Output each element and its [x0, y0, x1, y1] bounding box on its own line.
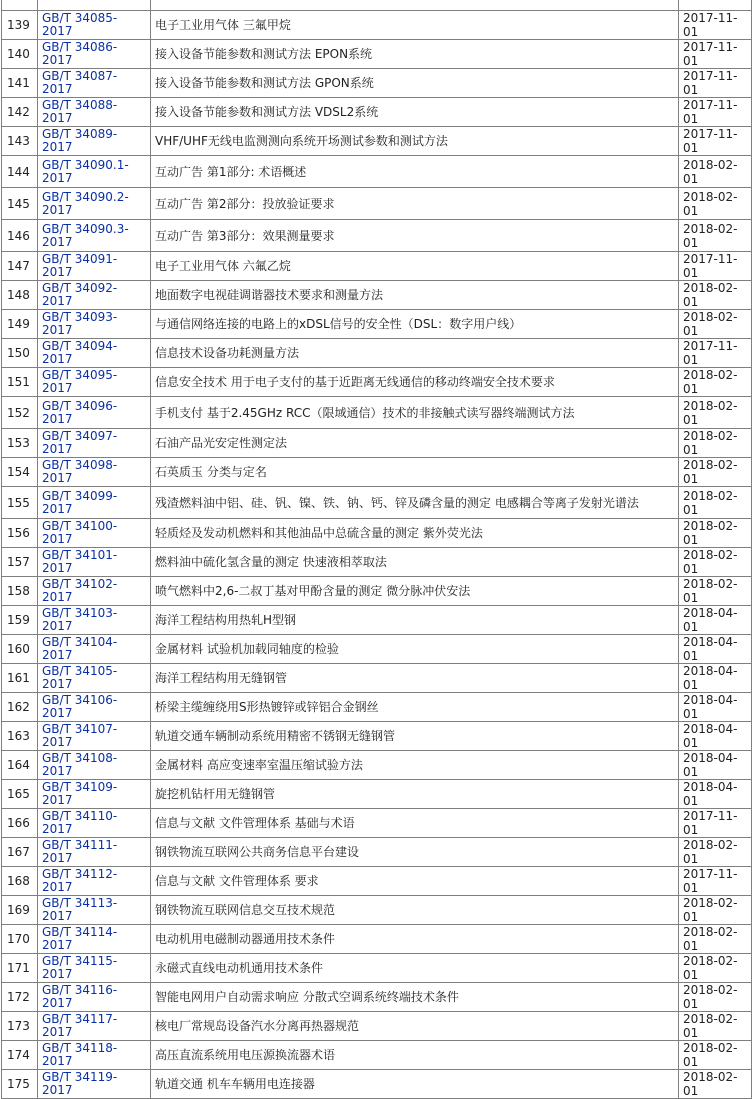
standard-name: 金属材料 试验机加载同轴度的检验	[151, 635, 679, 664]
table-row	[2, 368, 752, 397]
row-number: 141	[2, 69, 38, 98]
implementation-date: 2018-02-01	[679, 310, 752, 339]
standard-code-cell	[38, 188, 151, 220]
standard-name: 接入设备节能参数和测试方法 VDSL2系统	[151, 98, 679, 127]
row-number: 156	[2, 519, 38, 548]
standard-code-link[interactable]: GB/T 34106-2017	[42, 693, 118, 720]
implementation-date: 2018-02-01	[679, 896, 752, 925]
row-number: 155	[2, 487, 38, 519]
table-row	[2, 487, 752, 519]
standard-code-link[interactable]: GB/T 34100-2017	[42, 519, 118, 546]
standard-code-cell	[38, 809, 151, 838]
standard-code-cell	[38, 397, 151, 429]
table-row	[2, 780, 752, 809]
standard-code-link[interactable]: GB/T 34103-2017	[42, 606, 118, 633]
row-number: 147	[2, 252, 38, 281]
row-number: 172	[2, 983, 38, 1012]
standard-code-link[interactable]: GB/T 34099-2017	[42, 488, 118, 516]
standard-name: 信息与文献 文件管理体系 基础与术语	[151, 809, 679, 838]
implementation-date: 2017-11-01	[679, 127, 752, 156]
standard-code-link[interactable]: GB/T 34087-2017	[42, 69, 118, 96]
standard-code-link[interactable]: GB/T 34112-2017	[42, 867, 118, 894]
standard-name: 金属材料 高应变速率室温压缩试验方法	[151, 751, 679, 780]
row-number: 151	[2, 368, 38, 397]
standard-name: 旋挖机钻杆用无缝钢管	[151, 780, 679, 809]
implementation-date: 2018-02-01	[679, 577, 752, 606]
row-number: 171	[2, 954, 38, 983]
table-row	[2, 925, 752, 954]
implementation-date: 2018-02-01	[679, 1012, 752, 1041]
standard-code-link[interactable]: GB/T 34090.1-2017	[42, 157, 129, 185]
row-number: 148	[2, 281, 38, 310]
implementation-date: 2018-04-01	[679, 780, 752, 809]
standard-code-link[interactable]: GB/T 34113-2017	[42, 896, 118, 923]
table-row	[2, 281, 752, 310]
standard-code-link[interactable]: GB/T 34098-2017	[42, 458, 118, 485]
table-row	[2, 577, 752, 606]
standard-code-cell	[38, 69, 151, 98]
implementation-date: 2017-11-01	[679, 40, 752, 69]
standard-code-cell	[38, 925, 151, 954]
implementation-date	[679, 0, 752, 11]
standard-code-link[interactable]: GB/T 34090.3-2017	[42, 221, 129, 249]
standard-code-cell	[38, 867, 151, 896]
implementation-date: 2018-02-01	[679, 281, 752, 310]
standard-name: 轨道交通 机车车辆用电连接器	[151, 1070, 679, 1099]
standard-name: 钢铁物流互联网公共商务信息平台建设	[151, 838, 679, 867]
implementation-date: 2018-04-01	[679, 693, 752, 722]
row-number: 165	[2, 780, 38, 809]
standard-code-link[interactable]: GB/T 34093-2017	[42, 310, 118, 337]
standard-code-cell	[38, 98, 151, 127]
standard-name: 接入设备节能参数和测试方法 GPON系统	[151, 69, 679, 98]
standard-name: 与通信网络连接的电路上的xDSL信号的安全性（DSL：数字用户线）	[151, 310, 679, 339]
implementation-date: 2018-04-01	[679, 722, 752, 751]
table-row	[2, 1070, 752, 1099]
standard-code-link[interactable]: GB/T 34097-2017	[42, 429, 118, 456]
table-row	[2, 867, 752, 896]
row-number: 140	[2, 40, 38, 69]
standard-code-link[interactable]: GB/T 34095-2017	[42, 368, 118, 395]
table-row	[2, 339, 752, 368]
standards-table	[1, 0, 752, 1099]
table-row	[2, 606, 752, 635]
table-row	[2, 548, 752, 577]
row-number: 139	[2, 11, 38, 40]
implementation-date: 2018-02-01	[679, 1070, 752, 1099]
table-row	[2, 310, 752, 339]
table-row	[2, 69, 752, 98]
implementation-date: 2018-02-01	[679, 548, 752, 577]
standard-code-link[interactable]: GB/T 34092-2017	[42, 281, 118, 308]
table-row	[2, 954, 752, 983]
standard-code-cell	[38, 780, 151, 809]
implementation-date: 2018-02-01	[679, 519, 752, 548]
table-row	[2, 458, 752, 487]
row-number: 142	[2, 98, 38, 127]
standard-code-link[interactable]: GB/T 34094-2017	[42, 339, 118, 366]
row-number: 160	[2, 635, 38, 664]
implementation-date: 2017-11-01	[679, 98, 752, 127]
row-number: 157	[2, 548, 38, 577]
row-number: 154	[2, 458, 38, 487]
implementation-date: 2018-02-01	[679, 1041, 752, 1070]
standard-name: 电子工业用气体 三氟甲烷	[151, 11, 679, 40]
standard-code-cell	[38, 751, 151, 780]
implementation-date: 2017-11-01	[679, 339, 752, 368]
standard-code-link[interactable]: GB/T 34104-2017	[42, 635, 118, 662]
standard-code-cell	[38, 281, 151, 310]
standard-code-cell	[38, 40, 151, 69]
implementation-date: 2017-11-01	[679, 252, 752, 281]
standard-name: 电子工业用气体 六氟乙烷	[151, 252, 679, 281]
standard-code-link[interactable]: GB/T 34116-2017	[42, 983, 118, 1010]
standard-code-link[interactable]: GB/T 34088-2017	[42, 98, 118, 125]
standard-code-cell	[38, 577, 151, 606]
table-row	[2, 664, 752, 693]
standard-name: 喷气燃料中2,6-二叔丁基对甲酚含量的测定 微分脉冲伏安法	[151, 577, 679, 606]
standard-code-cell	[38, 310, 151, 339]
standard-code-link[interactable]: GB/T 34110-2017	[42, 809, 118, 836]
standard-code-cell	[38, 954, 151, 983]
table-row	[2, 1041, 752, 1070]
standard-name	[151, 0, 679, 11]
standard-code-cell	[38, 548, 151, 577]
table-row	[2, 397, 752, 429]
standard-name: 高压直流系统用电压源换流器术语	[151, 1041, 679, 1070]
table-row	[2, 156, 752, 188]
standard-code-cell	[38, 722, 151, 751]
implementation-date: 2017-11-01	[679, 809, 752, 838]
implementation-date: 2018-04-01	[679, 664, 752, 693]
standard-code-link[interactable]: GB/T 34115-2017	[42, 954, 118, 981]
table-row	[2, 838, 752, 867]
standard-name: 信息技术设备功耗测量方法	[151, 339, 679, 368]
standard-code-cell	[38, 11, 151, 40]
implementation-date: 2018-02-01	[679, 925, 752, 954]
row-number: 167	[2, 838, 38, 867]
standard-code-link[interactable]: GB/T 34085-2017	[42, 11, 118, 38]
standard-code-cell	[38, 127, 151, 156]
table-row	[2, 429, 752, 458]
row-number: 164	[2, 751, 38, 780]
table-row	[2, 98, 752, 127]
row-number: 161	[2, 664, 38, 693]
standard-code-link[interactable]: GB/T 34111-2017	[42, 838, 118, 865]
table-row	[2, 722, 752, 751]
row-number: 146	[2, 220, 38, 252]
standard-name: 石油产品光安定性测定法	[151, 429, 679, 458]
standard-code-link[interactable]: GB/T 34091-2017	[42, 252, 118, 279]
implementation-date: 2018-04-01	[679, 635, 752, 664]
standard-code-cell	[38, 368, 151, 397]
standard-code-link[interactable]: GB/T 34090.2-2017	[42, 189, 129, 217]
implementation-date: 2018-02-01	[679, 156, 752, 188]
table-row	[2, 635, 752, 664]
standard-code-link[interactable]: GB/T 34096-2017	[42, 398, 118, 426]
standard-code-cell	[38, 458, 151, 487]
table-row	[2, 40, 752, 69]
row-number: 152	[2, 397, 38, 429]
standard-name: 石英质玉 分类与定名	[151, 458, 679, 487]
standard-code-cell	[38, 156, 151, 188]
standard-name: 海洋工程结构用无缝钢管	[151, 664, 679, 693]
standard-code-cell	[38, 339, 151, 368]
implementation-date: 2018-04-01	[679, 751, 752, 780]
standards-table-body	[2, 0, 752, 1099]
row-number: 163	[2, 722, 38, 751]
standard-code-link[interactable]: GB/T 34117-2017	[42, 1012, 118, 1039]
implementation-date: 2018-02-01	[679, 487, 752, 519]
standard-code-link[interactable]: GB/T 34105-2017	[42, 664, 118, 691]
standard-name: 互动广告 第2部分：投放验证要求	[151, 188, 679, 220]
standard-code-cell	[38, 0, 151, 11]
standard-name: 地面数字电视硅调谐器技术要求和测量方法	[151, 281, 679, 310]
row-number: 162	[2, 693, 38, 722]
implementation-date: 2018-02-01	[679, 188, 752, 220]
standard-code-cell	[38, 983, 151, 1012]
standard-name: 智能电网用户自动需求响应 分散式空调系统终端技术条件	[151, 983, 679, 1012]
standard-name: 互动广告 第3部分：效果测量要求	[151, 220, 679, 252]
table-row	[2, 127, 752, 156]
standard-code-cell	[38, 220, 151, 252]
standard-name: 永磁式直线电动机通用技术条件	[151, 954, 679, 983]
row-number: 170	[2, 925, 38, 954]
standard-code-cell	[38, 487, 151, 519]
standard-name: 钢铁物流互联网信息交互技术规范	[151, 896, 679, 925]
standard-code-link[interactable]: GB/T 34107-2017	[42, 722, 118, 749]
standard-code-link[interactable]: GB/T 34119-2017	[42, 1070, 118, 1097]
standard-name: 轨道交通车辆制动系统用精密不锈钢无缝钢管	[151, 722, 679, 751]
standard-name: 信息与文献 文件管理体系 要求	[151, 867, 679, 896]
implementation-date: 2018-02-01	[679, 838, 752, 867]
standard-code-cell	[38, 664, 151, 693]
row-number: 175	[2, 1070, 38, 1099]
standard-code-link[interactable]: GB/T 34118-2017	[42, 1041, 118, 1068]
standard-code-link[interactable]: GB/T 34114-2017	[42, 925, 118, 952]
standard-name: 海洋工程结构用热轧H型钢	[151, 606, 679, 635]
row-number: 150	[2, 339, 38, 368]
row-number: 166	[2, 809, 38, 838]
row-number: 143	[2, 127, 38, 156]
standard-name: 电动机用电磁制动器通用技术条件	[151, 925, 679, 954]
standard-code-cell	[38, 693, 151, 722]
table-row	[2, 896, 752, 925]
standard-code-cell	[38, 1041, 151, 1070]
implementation-date: 2018-02-01	[679, 397, 752, 429]
implementation-date: 2017-11-01	[679, 69, 752, 98]
standard-code-cell	[38, 252, 151, 281]
row-number: 158	[2, 577, 38, 606]
implementation-date: 2018-02-01	[679, 368, 752, 397]
table-row	[2, 751, 752, 780]
standard-code-cell	[38, 519, 151, 548]
table-row	[2, 519, 752, 548]
table-row	[2, 809, 752, 838]
standard-code-link[interactable]: GB/T 34086-2017	[42, 40, 118, 67]
implementation-date: 2018-04-01	[679, 606, 752, 635]
standard-code-cell	[38, 838, 151, 867]
row-number: 174	[2, 1041, 38, 1070]
standard-code-cell	[38, 1012, 151, 1041]
standard-name: 核电厂常规岛设备汽水分离再热器规范	[151, 1012, 679, 1041]
implementation-date: 2018-02-01	[679, 983, 752, 1012]
standard-name: 手机支付 基于2.45GHz RCC（限域通信）技术的非接触式读写器终端测试方法	[151, 397, 679, 429]
table-row	[2, 188, 752, 220]
row-number: 168	[2, 867, 38, 896]
standard-code-cell	[38, 896, 151, 925]
implementation-date: 2018-02-01	[679, 954, 752, 983]
table-row	[2, 11, 752, 40]
standard-name: 桥梁主缆缠绕用S形热镀锌或锌铝合金钢丝	[151, 693, 679, 722]
table-row	[2, 0, 752, 11]
standard-code-cell	[38, 606, 151, 635]
implementation-date: 2017-11-01	[679, 867, 752, 896]
standard-name: 互动广告 第1部分: 术语概述	[151, 156, 679, 188]
standard-code-link[interactable]: GB/T 34101-2017	[42, 548, 118, 575]
standard-code-cell	[38, 429, 151, 458]
implementation-date: 2017-11-01	[679, 11, 752, 40]
standard-name: VHF/UHF无线电监测测向系统开场测试参数和测试方法	[151, 127, 679, 156]
standard-name: 燃料油中硫化氢含量的测定 快速液相萃取法	[151, 548, 679, 577]
standard-code-cell	[38, 1070, 151, 1099]
row-number: 144	[2, 156, 38, 188]
row-number: 149	[2, 310, 38, 339]
implementation-date: 2018-02-01	[679, 220, 752, 252]
standard-name: 轻质烃及发动机燃料和其他油品中总硫含量的测定 紫外荧光法	[151, 519, 679, 548]
table-row	[2, 693, 752, 722]
table-row	[2, 220, 752, 252]
row-number: 145	[2, 188, 38, 220]
table-row	[2, 1012, 752, 1041]
row-number: 169	[2, 896, 38, 925]
row-number: 159	[2, 606, 38, 635]
standard-code-link[interactable]: GB/T 34108-2017	[42, 751, 118, 778]
standard-name: 信息安全技术 用于电子支付的基于近距离无线通信的移动终端安全技术要求	[151, 368, 679, 397]
row-number	[2, 0, 38, 11]
row-number: 173	[2, 1012, 38, 1041]
row-number: 153	[2, 429, 38, 458]
standard-code-link[interactable]: GB/T 34089-2017	[42, 127, 118, 154]
standard-code-link[interactable]: GB/T 34102-2017	[42, 577, 118, 604]
implementation-date: 2018-02-01	[679, 429, 752, 458]
implementation-date: 2018-02-01	[679, 458, 752, 487]
standard-code-link[interactable]: GB/T 34109-2017	[42, 780, 118, 807]
standard-name: 接入设备节能参数和测试方法 EPON系统	[151, 40, 679, 69]
table-row	[2, 983, 752, 1012]
standard-code-cell	[38, 635, 151, 664]
table-row	[2, 252, 752, 281]
standard-name: 残渣燃料油中铝、硅、钒、镍、铁、钠、钙、锌及磷含量的测定 电感耦合等离子发射光谱法	[151, 487, 679, 519]
